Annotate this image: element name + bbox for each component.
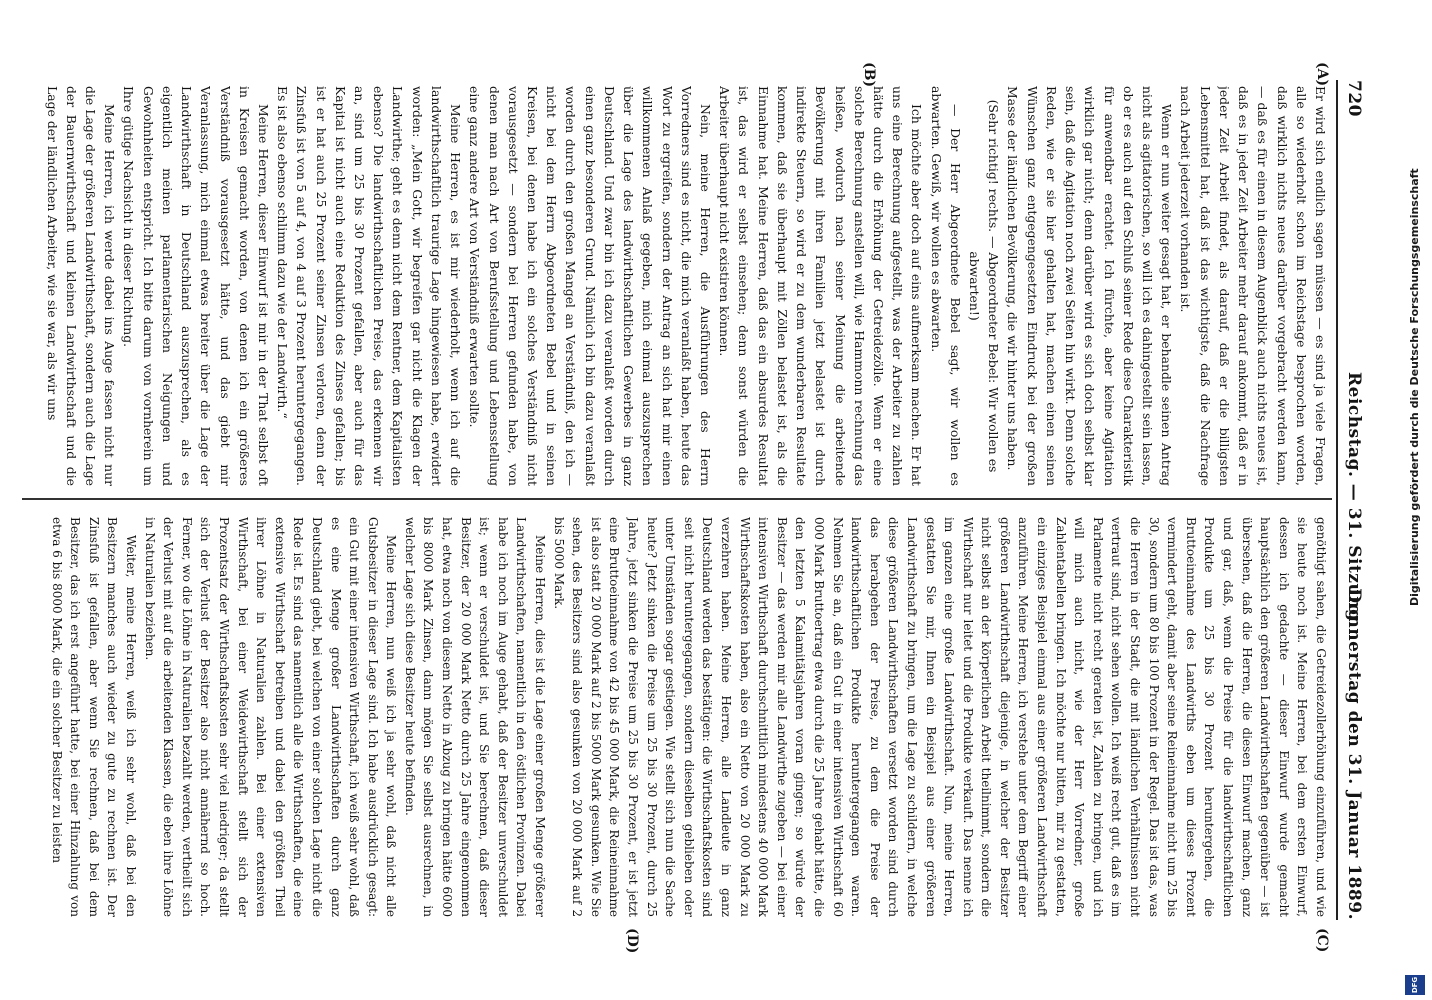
paragraph: Weiter, meine Herren, weiß ich sehr wohl, daß bei den Besitzern manches auch wieder zu gute zu rechnen ist. Der Zinsfuß ist gefallen, aber wenn Sie rechnen, daß bei dem Besitzer, das ich erst angeführt hatte, bei einer Hinzahlung von etwa 6 bis 8000 Mark, die ein solcher Besitzer zu leisten	[49, 517, 138, 917]
session-date: Donnerstag den 31. Januar 1889.	[1344, 588, 1364, 920]
paragraph: Ich möchte aber doch auf eins aufmerksam machen. Er hat uns eine Berechnung aufgestellt, was der Arbeiter zu zahlen hätte durch die Erhöhung der Getreidezölle. Wenn er eine solche Berechnung anstellen will, wie Hammonn rechnung das heißen, wodurch nach seiner Meinung die arbeitende Bevölkerung mit ihren Familien jetzt belastet ist durch indirekte Steuern, so wird er zu dem wunderbaren Resultate kommen, daß sie überhaupt mit Zöllen belastet ist, als die Einnahme hat. Meine Herren, daß das ein absurdes Resultat ist, das wird er selbst einsehen; denn sonst würden die Arbeiter überhaupt nicht existiren können.	[717, 86, 925, 486]
dfg-logo: DFG	[1405, 975, 1425, 995]
paragraph: Nein, meine Herren, die Ausführungen des Herrn Vorredners sind es nicht, die mich veranlaßt haben, heute das Wort zu ergreifen, sondern der Antrag an sich hat mir einen willkommenen Anlaß gegeben, mich einmal auszusprechen über die Lage des landwirthschaftlichen Gewerbes in ganz Deutschland. Und zwar bin ich dazu veranlaßt worden durch einen ganz besonderen Grund. Nämlich ich bin dazu veranlaßt worden durch den großen Mangel an Verständniß, den ich — nicht bei dem Herrn Abgeordneten Bebel und in seinen Kreisen, bei denen habe ich ein solches Verständniß nicht vorausgesetzt — sondern bei Herren gefunden habe, von denen man nach Art von Berufsstellung und Lebensstellung eine ganz andere Art von Verständniß erwarten sollte.	[467, 86, 713, 486]
document-page	[0, 20, 1392, 980]
paragraph: Er wird sich endlich sagen müssen — es sind ja viele Fragen, alle so wiederholt schon im Reichstage besprochen worden, daß wirklich nichts neues darüber vorgebracht werden kann, — daß es für einen in diesem Augenblick auch nichts neues ist, daß es in jeder Zeit Arbeiter mehr darauf ankommt, daß er in jeder Zeit Arbeit findet, als darauf, daß er die billigsten Lebensmittel hat, daß ist das wichtigste, daß die Nachfrage nach Arbeit jederzeit vorhanden ist.	[1178, 86, 1328, 486]
margin-marker-a: (A)	[1314, 62, 1330, 87]
column-divider	[22, 498, 1332, 500]
margin-marker-d: (D)	[624, 928, 640, 954]
digitization-credit: Digitalisierung gefördert durch die Deutsche Forschungsgemeinschaft	[1408, 168, 1421, 606]
page-number: 720	[1344, 80, 1364, 117]
paragraph: Meine Herren, nun weiß ich ja sehr wohl, daß nicht alle Gutsbesitzer in dieser Lage sind. Ich habe ausdrücklich gesagt: ein Gut mit einer intensiven Wirthschaft, ich weiß sehr wohl, daß es eine Menge großer Landwirthschaften durch ganz Deutschland giebt, bei welchen von einer solchen Lage nicht die Rede ist. Es sind das namentlich alle die Wirthschaften, die eine extensive Wirthschaft betreiben und dabei den größten Theil ihrer Löhne in Naturalien zahlen. Bei einer extensiven Wirthschaft, bei einer Weidewirthschaft stellt sich der Prozentsatz der Wirthschaftskosten sehr viel niedriger; da stellt sich der Verlust der Besitzer also nicht annähernd so hoch. Ferner, wo die Löhne in Naturalien bezahlt werden, vertheilt sich der Verlust mit auf die arbeitenden Klassen, die eben ihre Löhne in Naturalien beziehen.	[142, 517, 399, 917]
header-rule	[1336, 80, 1338, 920]
paragraph: genöthigt sahen, die Getreidezollerhöhung einzuführen, und wie sie heute noch ist. Meine Herren, bei dem ersten Einwurf, dessen ich gedachte — dieser Einwurf wurde gemacht hauptsächlich den größeren Landwirthschaften gegenüber — ist übersehen, daß die Herren, die diesen Einwurf machen, ganz und gar, daß, wenn die Preise für die landwirthschaftlichen Produkte um 25 bis 30 Prozent heruntergehen, die Bruttoeinnahme des Landwirths eben um dieses Prozent vermindert geht, damit aber seine Reineinnahme nicht um 25 bis 30, sondern um 80 bis 100 Prozent in der Regel. Das ist das, was die Herren in der Stadt, die mit ländlichen Verhältnissen nicht vertraut sind, nicht sehen wollen. Ich weiß recht gut, daß es im Parlamente nicht recht geraten ist, Zahlen zu bringen, und ich will mich auch nicht, wie der Herr Vorredner, große Zahlentabellen bringen. Ich möchte nur bitten, mir zu gestatten, ein einziges Beispiel einmal aus einer größeren Landwirthschaft anzuführen. Meine Herren, ich verstehe unter dem Begriff einer größeren Landwirthschaft diejenige, in welcher der Besitzer nicht selbst an der körperlichen Arbeit theilnimmt, sondern die Wirthschaft nur leitet und die Produkte verkauft. Das nenne ich im ganzen eine große Landwirthschaft. Nun, meine Herren, gestatten Sie mir, Ihnen ein Beispiel aus einer größeren Landwirthschaft zu bringen, um die Lage zu schildern, in welche diese größeren Landwirthschaften versetzt worden sind durch das herabgehen der Preise, zu dem die Preise der landwirthschaftlichen Produkte heruntergegangen waren. Nehmen Sie an, daß ein Gut in einer intensiven Wirthschaft 60 000 Mark Bruttoertrag etwa durch die 25 Jahre gehabt hätte, die den letzten 5 Kalamitätsjahren voran gingen; so würde der Besitzer — das werden mir alle Landwirthe zugeben — bei einer intensiven Wirthschaft durchschnittlich mindestens 40 000 Mark Wirthschaftskosten haben, also ein Netto von 20 000 Mark zu verzehren haben. Meine Herren, alle Landleute in ganz Deutschland werden das bestätigen: die Wirthschaftskosten sind seit nicht heruntergegangen, sondern dieselben geblieben oder unter Umständen sogar gestiegen. Wie stellt sich nun die Sache heute? Jetzt sinken die Preise um 25 bis 30 Prozent, durch 25 Jahre, jetzt sinken die Preise um 25 bis 30 Prozent, er ist jetzt eine Bruttoeinnahme von 42 bis 45 000 Mark, die Reineinnahme ist also statt 20 000 Mark auf 2 bis 5000 Mark gesunken. Wie Sie sehen, des Besitzers sind also gesunken von 20 000 Mark auf 2 bis 5000 Mark.	[551, 517, 1328, 917]
paragraph: Meine Herren, dieser Einwurf ist mir in der That selbst oft in Kreisen gemacht worden, von denen ich ein größeres Verständniß vorausgesetzt hätte, und das giebt mir Veranlassung, mich einmal etwas breiter über die Lage der Landwirthschaft in Deutschland auszusprechen, als es eigentlich meinen parlamentarischen Neigungen und Gewohnheiten entspricht. Ich bitte darum von vornherein um Ihre gütige Nachsicht in dieser Richtung.	[121, 86, 271, 486]
interjection: (Sehr richtig! rechts. — Abgeordneter Bebel: Wir wollen es abwarten!)	[967, 99, 1002, 473]
left-column	[20, 86, 1330, 486]
paragraph: Wenn er nun weiter gesagt hat, er behandle seinen Antrag nicht als agitatorischen, so will ich es dahingestellt sein lassen, ob er es auch auf den Schluß seiner Rede diese Charakteristik für anwendbar erachtet. Ich fürchte, aber keine Agitation wirklich gar nicht; denn darüber wird es sich doch selbst klar sein, daß die Agitation noch zwei Seiten hin wirkt. Denn solche Reden, wie er sie hier gehalten hat, machen einen seinen Wünschen ganz entgegengesetzten Eindruck bei der großen Masse der ländlichen Bevölkerung, die wir hinter uns haben.	[1005, 86, 1175, 486]
page-header	[1338, 80, 1364, 920]
paragraph: Meine Herren, dies ist die Lage einer großen Menge größerer Landwirthschaften, namentlich in den östlichen Provinzen. Dabei habe ich noch im Auge gehabt, daß der Besitzer unverschuldet ist; wenn er verschuldet ist, und Sie berechnen, daß dieser Besitzer, der 20 000 Mark Netto durch 25 Jahre eingenommen hat, etwa noch von diesem Netto in Abzug zu bringen hätte 6000 bis 8000 Mark Zinsen, dann mögen Sie selbst ausrechnen, in welcher Lage sich diese Besitzer heute befinden.	[402, 517, 548, 917]
margin-marker-b: (B)	[861, 62, 877, 88]
paragraph: Meine Herren, ich werde dabei ins Auge fassen nicht nur die Lage der größeren Landwirthschaft, sondern auch die Lage der Bauernwirthschaft und kleinen Landwirthschaft und die Lage der ländlichen Arbeiter, wie sie war, als wir uns	[44, 86, 118, 486]
running-title: Reichstag. — 31. Sitzung.	[1344, 372, 1364, 628]
margin-marker-c: (C)	[1314, 928, 1330, 953]
paragraph: — Der Herr Abgeordnete Bebel sagt, wir wollen es abwarten. Gewiß, wir wollen es abwarten.	[928, 86, 963, 486]
paragraph: Meine Herren, es ist mir wiederholt, wenn ich auf die landwirthschaftlich traurige Lage hingewiesen habe, erwidert worden: „Mein Gott, wir begreifen gar nicht die Klagen der Landwirthe; geht es denn nicht dem Rentner, dem Kapitalisten ebenso? Die landwirthschaftlichen Preise, das erkennen wir an, sind um 25 bis 30 Prozent gefallen, aber auch für das Kapital ist nicht auch eine Reduktion des Zinses gefallen; bis ist er hat auch 25 Prozent seiner Zinsen verloren, denn der Zinsfuß ist von 5 auf 4, von 4 auf 3 Prozent heruntergegangen. Es ist also ebenso schlimm dazu wie der Landwirth.“	[275, 86, 464, 486]
right-column	[20, 517, 1330, 917]
